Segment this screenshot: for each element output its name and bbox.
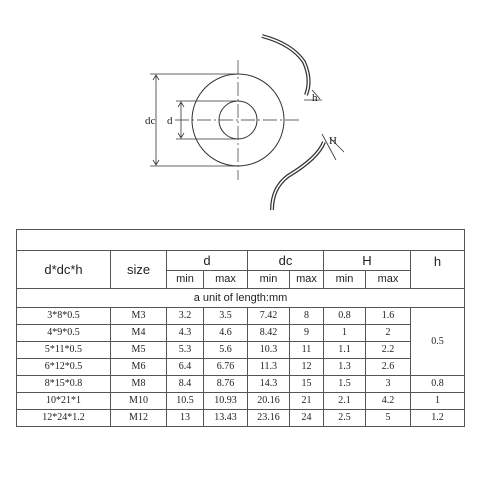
label-h: h: [312, 92, 318, 104]
header-row: [17, 251, 465, 271]
header-size: size: [111, 251, 167, 289]
subheader-dc-min: min: [248, 271, 290, 289]
table-row: 3*8*0.5 M3 3.2 3.5 7.42 8 0.8 1.6 0.5: [17, 308, 465, 325]
table-row: 10*21*1 M10 10.5 10.93 20.16 21 2.1 4.2 1: [17, 393, 465, 410]
subheader-d-max: max: [204, 271, 248, 289]
table-top-spacer: [17, 230, 465, 251]
washer-front-view: [175, 60, 302, 180]
subheader-dc-max: max: [290, 271, 324, 289]
subheader-d-min: min: [167, 271, 204, 289]
table-row: 12*24*1.2 M12 13 13.43 23.16 24 2.5 5 1.2: [17, 410, 465, 427]
header-dc: dc: [248, 251, 324, 271]
table-row: 8*15*0.8 M8 8.4 8.76 14.3 15 1.5 3 0.8: [17, 376, 465, 393]
table-row: 5*11*0.5 M5 5.3 5.6 10.3 11 1.1 2.2: [17, 342, 465, 359]
unit-note: a unit of length:mm: [17, 289, 465, 308]
washer-side-view-top: [262, 36, 322, 100]
label-H: H: [329, 135, 337, 147]
subheader-H-min: min: [324, 271, 366, 289]
header-h: h: [411, 251, 465, 289]
washer-technical-drawing: [0, 0, 480, 225]
label-dc: dc: [145, 115, 156, 127]
label-d: d: [167, 115, 173, 127]
unit-row: [17, 289, 465, 308]
header-d: d: [167, 251, 248, 271]
header-H: H: [324, 251, 411, 271]
table-row: 6*12*0.5 M6 6.4 6.76 11.3 12 1.3 2.6: [17, 359, 465, 376]
header-spec: d*dc*h: [17, 251, 111, 289]
table-row: 4*9*0.5 M4 4.3 4.6 8.42 9 1 2: [17, 325, 465, 342]
subheader-H-max: max: [366, 271, 411, 289]
h-merged-cell: 0.5: [411, 308, 465, 376]
spec-table: [16, 229, 465, 427]
